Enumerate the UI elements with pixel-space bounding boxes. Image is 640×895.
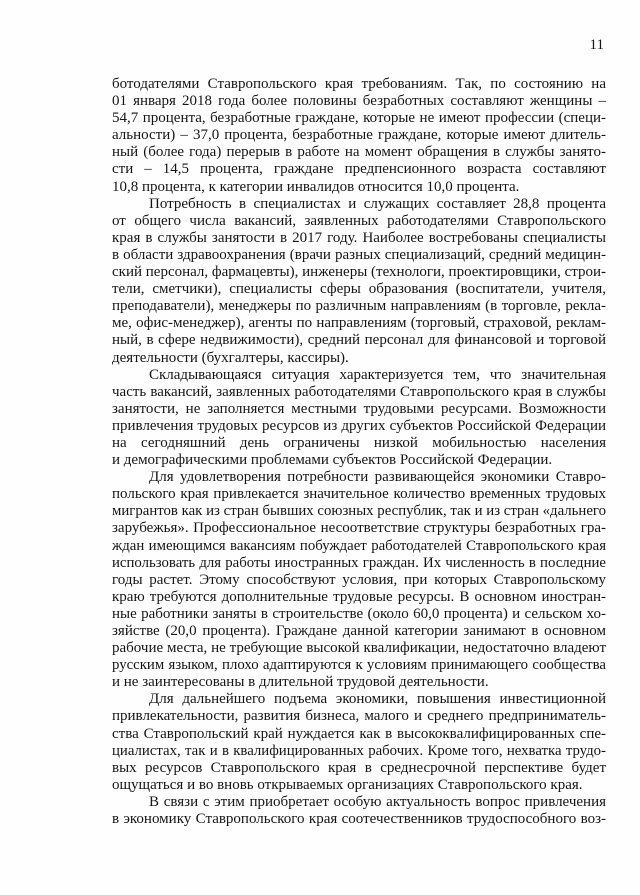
text-line: ботодателями Ставропольского края требованиям. Так, по состоянию на bbox=[112, 76, 606, 92]
text-line: привлечения трудовых ресурсов из других субъектов Российской Федерации bbox=[112, 417, 606, 434]
text-line: и демографическими проблемами субъектов Российской Федерации. bbox=[112, 452, 553, 469]
text-line: Складывающаяся ситуация характеризуется тем, что значительная bbox=[149, 366, 606, 383]
text-line: в области здравоохранения (врачи разных специализаций, средний медицин- bbox=[112, 246, 606, 263]
text-line: занятости, не заполняется местными трудовыми ресурсами. Возможности bbox=[112, 400, 606, 417]
text-line: использовать для работы иностранных граждан. Их численность в последние bbox=[112, 554, 606, 571]
text-line: тели, сметчики), специалисты сферы образования (воспитатели, учителя, bbox=[112, 281, 606, 298]
text-line: ский персонал, фармацевты), инженеры (технологи, проектировщики, строи- bbox=[112, 264, 606, 281]
text-line: альности) – 37,0 процента, безработные граждане, которые имеют длитель- bbox=[112, 127, 606, 144]
text-line: циалистах, так и в квалифицированных рабочих. Кроме того, нехватка трудо- bbox=[112, 742, 606, 759]
text-line: деятельности (бухгалтеры, кассиры). bbox=[112, 349, 349, 366]
text-line: зяйстве (20,0 процента). Граждане данной категории занимают в основном bbox=[112, 623, 606, 639]
text-line: от общего числа вакансий, заявленных работодателями Ставропольского bbox=[112, 212, 606, 229]
text-line: В связи с этим приобретает особую актуальность вопрос привлечения bbox=[149, 793, 606, 810]
text-line: края в службы занятости в 2017 году. Наиболее востребованы специалисты bbox=[112, 229, 606, 246]
page-number: 11 bbox=[589, 37, 604, 53]
text-line: мигрантов как из стран бывших союзных республик, так и из стран «дальнего bbox=[112, 503, 606, 520]
text-line: на сегодняшний день ограничены низкой мобильностью населения bbox=[112, 434, 606, 451]
text-line: Для удовлетворения потребности развивающейся экономики Ставро- bbox=[149, 469, 606, 486]
text-line: ный, в сфере недвижимости), средний персонал для финансовой и торговой bbox=[112, 332, 606, 349]
text-line: преподаватели), менеджеры по различным направлениям (в торговле, рекла- bbox=[112, 298, 606, 315]
text-line: годы растет. Этому способствуют условия, при которых Ставропольскому bbox=[112, 571, 606, 588]
text-line: часть вакансий, заявленных работодателями Ставропольского края в службы bbox=[112, 383, 606, 400]
text-line: 10,8 процента, к категории инвалидов относится 10,0 процента. bbox=[112, 178, 520, 195]
text-line: ный (более года) перерыв в работе на момент обращения в службы занято- bbox=[112, 144, 606, 161]
text-line: и не заинтересованы в длительной трудовой деятельности. bbox=[112, 674, 489, 691]
text-line: польского края привлекается значительное количество временных трудовых bbox=[112, 486, 606, 503]
paragraph bbox=[112, 691, 606, 794]
text-line: в экономику Ставропольского края соотечественников трудоспособного воз- bbox=[112, 811, 606, 828]
paragraph bbox=[112, 469, 606, 691]
text-line: ные работники заняты в строительстве (около 60,0 процента) и сельском хо- bbox=[112, 605, 606, 622]
text-line: Потребность в специалистах и служащих составляет 28,8 процента bbox=[149, 195, 606, 212]
text-line: ме, офис-менеджер), агенты по направлениям (торговый, страховой, реклам- bbox=[112, 315, 606, 332]
paragraph bbox=[112, 794, 606, 828]
text-line: Для дальнейшего подъема экономики, повышения инвестиционной bbox=[149, 691, 606, 708]
text-line: русским языком, плохо адаптируются к условиям принимающего сообщества bbox=[112, 657, 606, 674]
text-line: сти – 14,5 процента, граждане предпенсионного возраста составляют bbox=[112, 161, 606, 178]
text-line: зарубежья». Профессиональное несоответствие структуры безработных гра- bbox=[112, 520, 606, 537]
text-line: ощущаться и во вновь открываемых организациях Ставропольского края. bbox=[112, 776, 583, 793]
text-line: 54,7 процента, безработные граждане, которые не имеют профессии (специ- bbox=[112, 110, 606, 127]
text-line: привлекательности, развития бизнеса, малого и среднего предприниматель- bbox=[112, 708, 606, 725]
paragraph bbox=[112, 76, 606, 196]
text-line: вых ресурсов Ставропольского края в среднесрочной перспективе будет bbox=[112, 759, 606, 776]
text-line: рабочие места, не требующие высокой квалификации, недостаточно владеют bbox=[112, 640, 606, 657]
text-line: ждан имеющимся вакансиям побуждает работодателей Ставропольского края bbox=[112, 537, 606, 554]
body-text bbox=[112, 76, 606, 828]
text-line: 01 января 2018 года более половины безработных составляют женщины – bbox=[112, 93, 606, 110]
paragraph bbox=[112, 196, 606, 367]
text-line: ства Ставропольский край нуждается как в высококвалифицированных спе- bbox=[112, 725, 606, 742]
paragraph bbox=[112, 367, 606, 470]
text-line: краю требуются дополнительные трудовые ресурсы. В основном иностран- bbox=[112, 588, 606, 605]
